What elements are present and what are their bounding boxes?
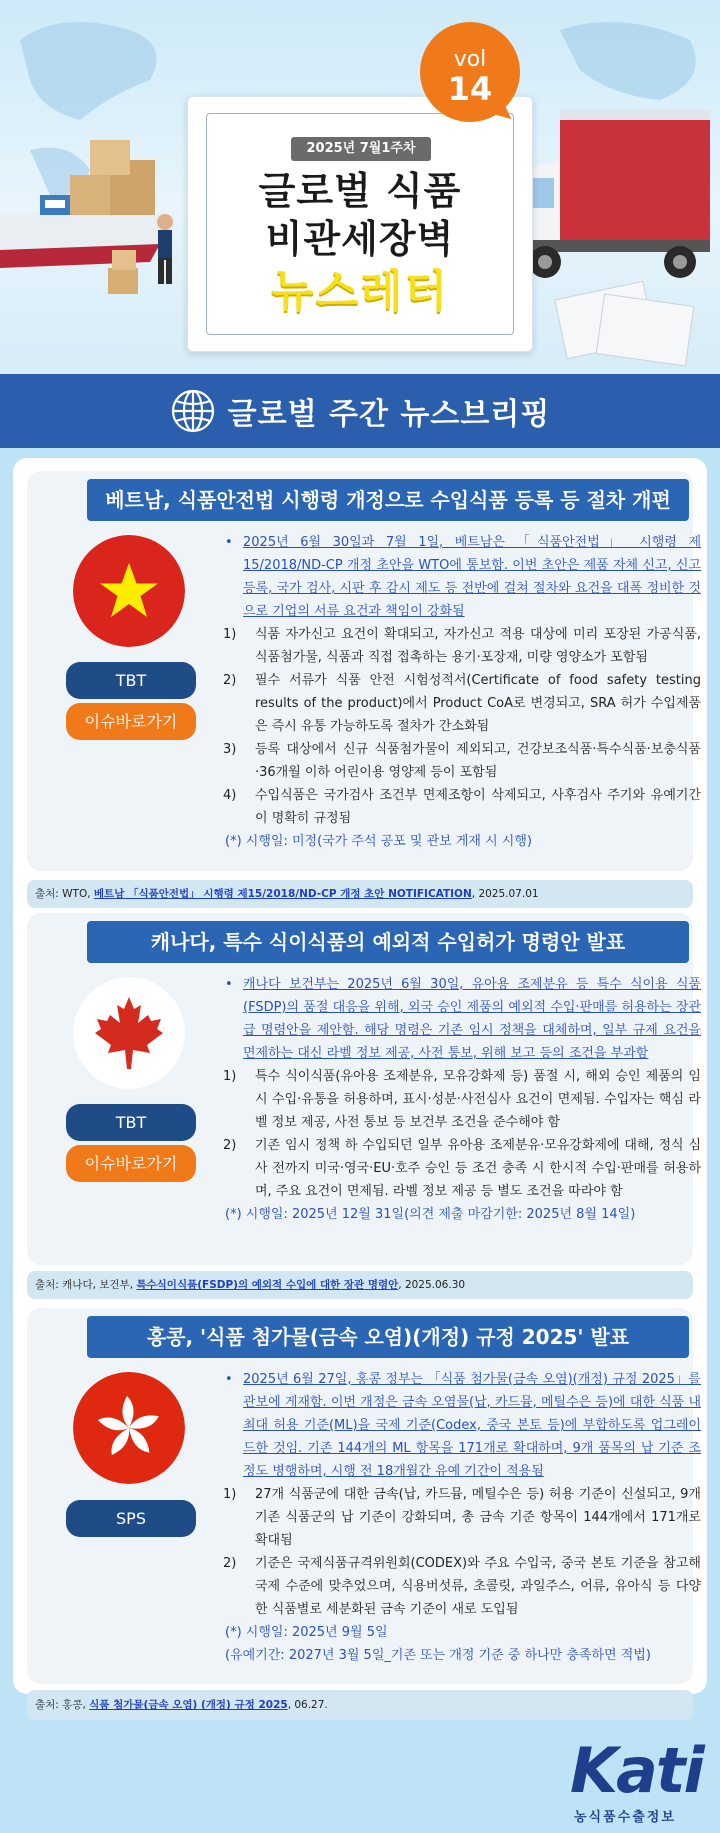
article-content [223, 973, 701, 1226]
list-item [223, 738, 701, 784]
newsletter-title-line2: 비관세장벽 [265, 217, 455, 261]
item-number: 1) [223, 1487, 237, 1502]
item-number: 1) [223, 1069, 237, 1084]
article-title: 홍콩, '식품 첨가물(금속 오염)(개정) 규정 2025' 발표 [87, 1316, 689, 1358]
item-text: 등록 대상에서 신규 식품첨가물이 제외되고, 건강보조식품·특수식품·보충식품·36개월 이하 어린이용 영양제 등이 포함됨 [255, 742, 701, 780]
article-source [27, 1271, 693, 1299]
item-text: 특수 식이식품(유아용 조제분유, 모유강화제 등) 품절 시, 해외 승인 제품의 임시 수입·유통을 허용하며, 표시·성분·사전심사 요건이 면제됨. 수입자는 핵심 라벨 정보 제공, 사전 통보 등 보건부 조건을 준수해야 함 [255, 1069, 701, 1130]
source-link[interactable]: 특수식이식품(FSDP)의 예외적 수입에 대한 장관 명령안 [136, 1279, 399, 1291]
newsletter-title-line3: 뉴스레터 [270, 266, 449, 317]
item-text: 수입식품은 국가검사 조건부 면제조항이 삭제되고, 사후검사 주기와 유예기간이 명확히 규정됨 [255, 788, 701, 826]
source-date: , 06.27. [287, 1699, 328, 1711]
list-item [223, 1134, 701, 1203]
article-content [223, 1368, 701, 1667]
article-content [223, 531, 701, 853]
tag-badge: TBT [66, 662, 196, 699]
list-item [223, 1483, 701, 1552]
volume-label: vol [453, 47, 487, 72]
cargo-ship [0, 140, 175, 268]
effective-date-note: (*) 시행일: 2025년 9월 5일 [225, 1625, 388, 1640]
article-card-canada [27, 913, 701, 1265]
item-number: 2) [223, 1138, 237, 1153]
volume-badge [420, 22, 520, 122]
list-item [223, 623, 701, 669]
title-card [187, 96, 533, 352]
logo-subtitle: 농식품수출정보 [574, 1810, 676, 1825]
list-item [223, 669, 701, 738]
article-title: 베트남, 식품안전법 시행령 개정으로 수입식품 등록 등 절차 개편 [87, 479, 689, 521]
source-prefix: 출처: WTO, [35, 888, 94, 900]
source-link[interactable]: 식품 첨가물(금속 오염) (개정) 규정 2025 [89, 1699, 288, 1711]
source-date: , 2025.06.30 [398, 1279, 466, 1291]
effective-date-note: (*) 시행일: 2025년 12월 31일(의견 제출 마감기한: 2025년 8월 14일) [225, 1207, 636, 1222]
list-item [223, 1552, 701, 1621]
hero-header [0, 0, 720, 374]
article-card-hongkong [27, 1308, 701, 1684]
item-number: 2) [223, 673, 237, 688]
article-card-vietnam [27, 471, 701, 871]
issue-link-button[interactable]: 이슈바로가기 [66, 1145, 196, 1182]
logo-wordmark: Kati [570, 1734, 703, 1807]
article-summary-link[interactable]: • 2025년 6월 27일, 홍콩 정부는 「식품 첨가물(금속 오염)(개정) 규정 2025」를 관보에 게재함. 이번 개정은 금속 오염물(납, 카드뮴, 메틸수은 등)에 대한 식품 내 최대 허용 기준(ML)을 국제 기준(Codex, 중국 본토 등)에 부합하도록 업그레이드한 것임. 기존 144개의 ML 항목을 171개로 확대하며, 9개 품목의 납 기준 조정도 병행하며, 시행 전 18개월간 유예 기간이 적용됨 [223, 1368, 701, 1483]
volume-number: 14 [447, 70, 493, 108]
item-number: 2) [223, 1556, 237, 1571]
vietnam-flag-icon [73, 535, 185, 647]
effective-date-note: (*) 시행일: 미정(국가 주석 공포 및 관보 게재 시 시행) [225, 834, 532, 849]
item-text: 필수 서류가 식품 안전 시험성적서(Certificate of food safety testing results of the product)에서 Product CoA로 변경되고, SRA 허가 수입제품은 즉시 유통 가능하도록 절차가 간소화됨 [255, 673, 701, 734]
tag-badge: SPS [66, 1500, 196, 1537]
newsletter-title-line1: 글로벌 식품 [258, 169, 462, 213]
globe-icon [170, 388, 216, 434]
item-text: 27개 식품군에 대한 금속(납, 카드뮴, 메틸수은 등) 허용 기준이 신설되고, 9개 기존 식품군의 납 기준이 강화되며, 총 금속 기준 항목이 144개에서 171개로 확대됨 [255, 1487, 701, 1548]
item-number: 4) [223, 788, 237, 803]
grace-period-note: (유예기간: 2027년 3월 5일_기존 또는 개정 기준 중 하나만 충족하면 적법) [225, 1648, 651, 1663]
section-banner [0, 374, 720, 448]
issue-date: 2025년 7월1주차 [291, 137, 431, 161]
source-date: , 2025.07.01 [471, 888, 539, 900]
item-text: 식품 자가신고 요건이 확대되고, 자가신고 적용 대상에 미리 포장된 가공식품, 식품첨가물, 식품과 직접 접촉하는 용기·포장재, 미량 영양소가 포함됨 [255, 627, 701, 665]
item-text: 기준은 국제식품규격위원회(CODEX)와 주요 수입국, 중국 본토 기준을 참고해 국제 수준에 맞추었으며, 식용버섯류, 초콜릿, 과일주스, 어류, 유아식 등 다양한 식품별로 세분화된 금속 기준이 새로 도입됨 [255, 1556, 701, 1617]
article-title: 캐나다, 특수 식이식품의 예외적 수입허가 명령안 발표 [87, 921, 689, 963]
item-number: 3) [223, 742, 237, 757]
issue-link-button[interactable]: 이슈바로가기 [66, 703, 196, 740]
hongkong-flag-icon [73, 1372, 185, 1484]
article-summary-link[interactable]: • 2025년 6월 30일과 7월 1일, 베트남은 「식품안전법」 시행령 제15/2018/ND-CP 개정 초안을 WTO에 통보함. 이번 초안은 제품 자체 신고, 신고 등록, 국가 검사, 시판 후 감시 제도 등 전반에 걸쳐 절차와 요건을 대폭 정비한 것으로 기업의 서류 요건과 책임이 강화됨 [223, 531, 701, 623]
article-source [27, 880, 693, 908]
article-source [27, 1690, 693, 1720]
article-summary-link[interactable]: • 캐나다 보건부는 2025년 6월 30일, 유아용 조제분유 등 특수 식이용 식품(FSDP)의 품절 대응을 위해, 외국 승인 제품의 예외적 수입·판매를 허용하는 장관급 명령안을 제안함. 해당 명령은 기존 임시 정책을 대체하며, 일부 규제 요건을 면제하는 대신 라벨 정보 제공, 사전 통보, 위해 보고 등의 조건을 부과함 [223, 973, 701, 1065]
list-item [223, 784, 701, 830]
tag-badge: TBT [66, 1104, 196, 1141]
source-prefix: 출처: 홍콩, [35, 1699, 90, 1711]
item-number: 1) [223, 627, 237, 642]
list-item [223, 1065, 701, 1134]
source-link[interactable]: 베트남 「식품안전법」 시행령 제15/2018/ND-CP 개정 초안 NOTIFICATION [93, 888, 472, 900]
item-text: 기존 임시 정책 하 수입되던 일부 유아용 조제분유·모유강화제에 대해, 정식 심사 전까지 미국·영국·EU·호주 승인 등 조건 충족 시 한시적 수입·판매를 허용하며, 주요 요건이 면제됨. 라벨 정보 제공 등 별도 조건을 따라야 함 [255, 1138, 701, 1199]
source-prefix: 출처: 캐나다, 보건부, [35, 1279, 137, 1291]
canada-flag-icon [73, 977, 185, 1089]
banner-title: 글로벌 주간 뉴스브리핑 [227, 397, 551, 432]
kati-logo [570, 1734, 710, 1828]
